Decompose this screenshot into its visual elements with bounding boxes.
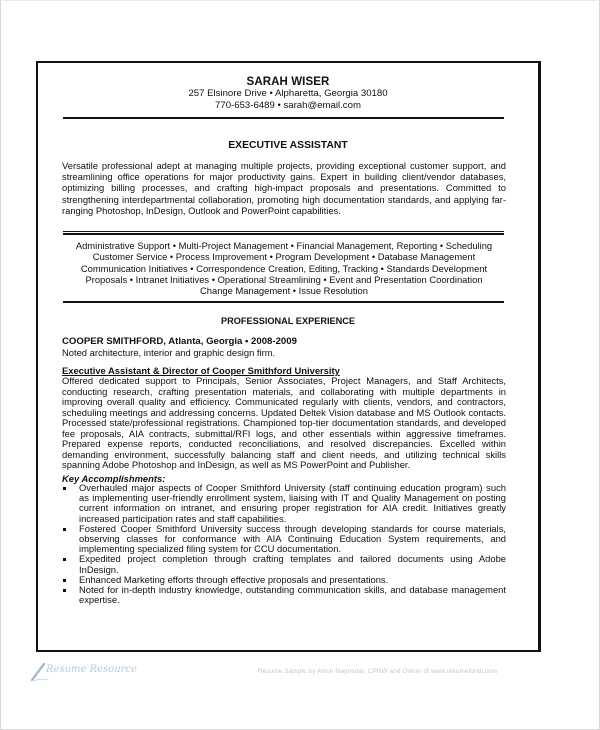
skills-line: Customer Service • Process Improvement • Program Development • Database Management (92, 251, 476, 263)
square-bullet-icon (63, 558, 66, 561)
footer-logo (28, 660, 137, 684)
candidate-name: SARAH WISER (246, 76, 330, 88)
skills-block (62, 240, 506, 296)
role-description: Offered dedicated support to Principals, Senior Associates, Project Managers, and Staff Architects, conducting research, crafting presentation materials, and collaborating with multiple departments in improving overall quality and efficiency. Communicated regularly with clients, vendors, and contractors, scheduling meetings and addressing concerns. Updated Deltek Vision database and MS Outlook contacts. Processed state/professional registrations. Championed top-tier documentation standards, and developed fee proposals, AIA contracts, submittal/RFI logs, and other essentials within aggressive timeframes. Prepared expense reports, conducted reconciliations, and resolved discrepancies. Excelled within demanding environment, successfully balancing staff and client needs, and utilizing technical skills spanning Adobe Photoshop and InDesign, as well as MS PowerPoint and Publisher. (62, 375, 506, 470)
company-line: COOPER SMITHFORD, Atlanta, Georgia • 2008-2009 (62, 336, 297, 347)
header-divider (63, 117, 504, 119)
list-item: Expedited project completion through crafting templates and tailored documents using Adobe InDesign. (62, 554, 506, 574)
accomplishments-list (62, 483, 506, 605)
accomplishments-heading: Key Accomplishments: (62, 473, 166, 484)
list-item: Noted for in-depth industry knowledge, outstanding communication skills, and database management expertise. (62, 585, 506, 605)
job-title: EXECUTIVE ASSISTANT (228, 140, 348, 151)
resume-border-box (36, 61, 541, 652)
square-bullet-icon (63, 487, 66, 490)
professional-summary: Versatile professional adept at managing multiple projects, providing exceptional customer support, and streamlining office operations for major productivity gains. Expert in building client/vendor databases, optimizing billing processes, and crafting high-impact proposals and presentations. Committed to strengthening interdepartmental collaboration, promoting high documentation standards, and applying far-ranging Photoshop, InDesign, Outlook and PowerPoint capabilities. (62, 160, 506, 216)
skills-line: Administrative Support • Multi-Project Management • Financial Management, Reporting • Scheduling (75, 240, 493, 251)
footer-logo-text: Resume Resource (46, 664, 137, 675)
list-item: Fostered Cooper Smithford University success through developing standards for course materials, observing classes for conformance with AIA Continuing Education System requirements, and implementing specialized filing system for CCU documentation. (62, 524, 506, 555)
square-bullet-icon (63, 589, 66, 592)
square-bullet-icon (63, 579, 66, 582)
list-item: Enhanced Marketing efforts through effective proposals and presentations. (62, 575, 506, 585)
skills-line: Proposals • Intranet Initiatives • Operational Streamlining • Event and Presentation Coordination (85, 273, 483, 285)
footer-credit: Resume Sample by Anish Majumdar, CPRW and Owner of www.resumeforall.com (258, 668, 498, 675)
skills-line: Communication Initiatives • Correspondence Creation, Editing, Tracking • Standards Development (80, 262, 488, 274)
role-title: Executive Assistant & Director of Cooper Smithford University (62, 365, 340, 376)
skills-divider (63, 301, 504, 303)
experience-heading: PROFESSIONAL EXPERIENCE (220, 316, 356, 326)
candidate-contact: 770-653-6489 • sarah@email.com (215, 100, 361, 111)
candidate-address: 257 Elsinore Drive • Alpharetta, Georgia 30180 (188, 88, 388, 99)
square-bullet-icon (63, 528, 66, 531)
company-description: Noted architecture, interior and graphic design firm. (62, 347, 276, 358)
list-item: Overhauled major aspects of Cooper Smithford University (staff continuing education program) such as implementing user-friendly enrollment system, liaising with IT and Quality Management on posting current information on intranet, and ensuring proper registration for AIA credit. Initiatives greatly increased participation rates and staff capabilities. (62, 483, 506, 524)
summary-divider (63, 231, 504, 235)
skills-line: Change Management • Issue Resolution (200, 285, 368, 297)
